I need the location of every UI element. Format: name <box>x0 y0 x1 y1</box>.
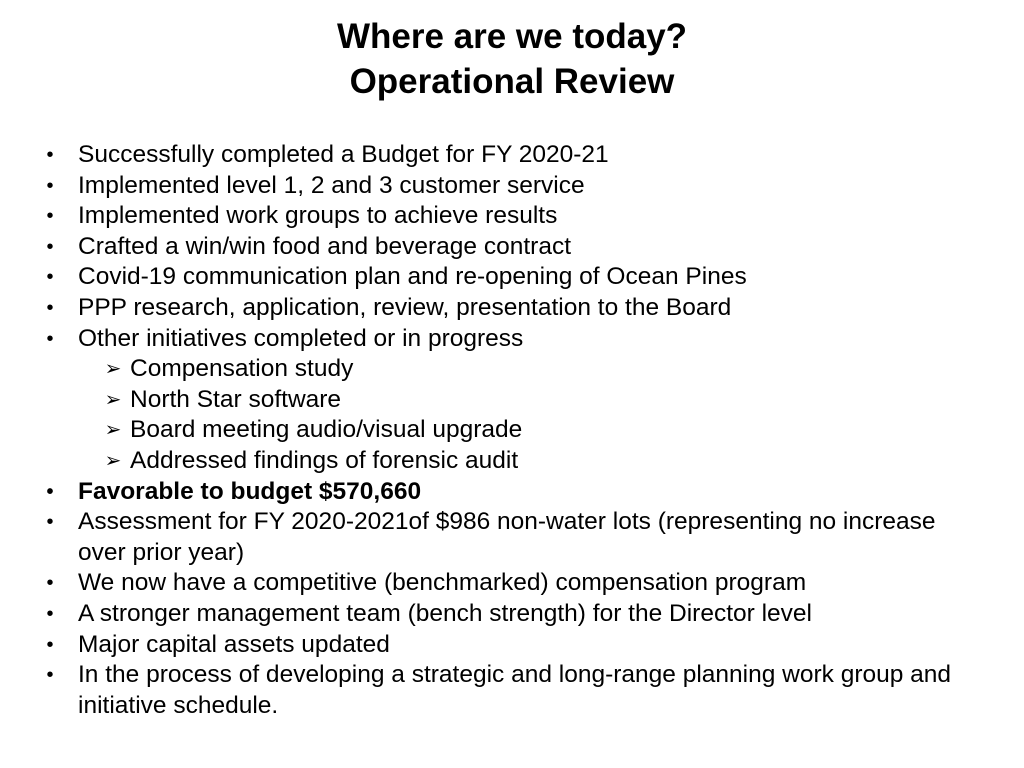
slide-title <box>0 14 1024 104</box>
list-item-text: In the process of developing a strategic and long-range planning work group and initiative schedule. <box>78 661 952 719</box>
bullet-icon: • <box>46 327 54 350</box>
list-item-text: Other initiatives completed or in progress <box>78 324 524 352</box>
list-item <box>0 232 1024 263</box>
list-item <box>0 262 1024 293</box>
list-item-text: Favorable to budget $570,660 <box>78 477 422 505</box>
arrow-bullet-icon: ➢ <box>104 388 122 411</box>
list-item-text: Board meeting audio/visual upgrade <box>130 416 523 444</box>
list-item <box>0 140 1024 171</box>
list-item <box>0 324 1024 355</box>
list-item-text: Addressed findings of forensic audit <box>130 446 519 474</box>
title-line-1: Where are we today? <box>336 17 688 56</box>
bullet-icon: • <box>46 572 54 595</box>
arrow-bullet-icon: ➢ <box>104 358 122 381</box>
list-item <box>0 507 1024 568</box>
sub-list-item <box>0 385 1024 416</box>
list-item-text: A stronger management team (bench strength) for the Director level <box>78 599 812 627</box>
list-item <box>0 599 1024 630</box>
bullet-icon: • <box>46 205 54 228</box>
bullet-icon: • <box>46 664 54 687</box>
list-item-text: North Star software <box>130 385 342 413</box>
list-item <box>0 171 1024 202</box>
bullet-icon: • <box>46 174 54 197</box>
list-item-text: Compensation study <box>130 355 354 383</box>
bullet-icon: • <box>46 633 54 656</box>
sub-list-item <box>0 446 1024 477</box>
arrow-bullet-icon: ➢ <box>104 449 122 472</box>
title-line-2: Operational Review <box>349 62 675 101</box>
bullet-icon: • <box>46 296 54 319</box>
list-item <box>0 630 1024 661</box>
list-item <box>0 293 1024 324</box>
list-item <box>0 568 1024 599</box>
list-item-text: Covid-19 communication plan and re-opening of Ocean Pines <box>78 263 747 291</box>
list-item-text: Implemented level 1, 2 and 3 customer service <box>78 171 585 199</box>
list-item-text: Assessment for FY 2020-2021of $986 non-water lots (representing no increase over prior year) <box>78 508 936 566</box>
list-item-text: Crafted a win/win food and beverage contract <box>78 232 572 260</box>
sub-list-item <box>0 415 1024 446</box>
list-item-highlight <box>0 477 1024 508</box>
sub-list-item <box>0 354 1024 385</box>
list-item-text: Implemented work groups to achieve results <box>78 202 558 230</box>
arrow-bullet-icon: ➢ <box>104 419 122 442</box>
list-item-text: Successfully completed a Budget for FY 2020-21 <box>78 141 609 168</box>
list-item <box>0 660 1024 721</box>
bullet-icon: • <box>46 602 54 625</box>
bullet-list <box>0 140 1024 721</box>
bullet-icon: • <box>46 266 54 289</box>
list-item <box>0 201 1024 232</box>
list-item-text: PPP research, application, review, presentation to the Board <box>78 293 732 321</box>
list-item-text: Major capital assets updated <box>78 630 390 658</box>
bullet-icon: • <box>46 511 54 534</box>
list-item-text: We now have a competitive (benchmarked) compensation program <box>78 569 807 597</box>
bullet-icon: • <box>46 144 54 166</box>
bullet-icon: • <box>46 480 54 503</box>
bullet-icon: • <box>46 235 54 258</box>
